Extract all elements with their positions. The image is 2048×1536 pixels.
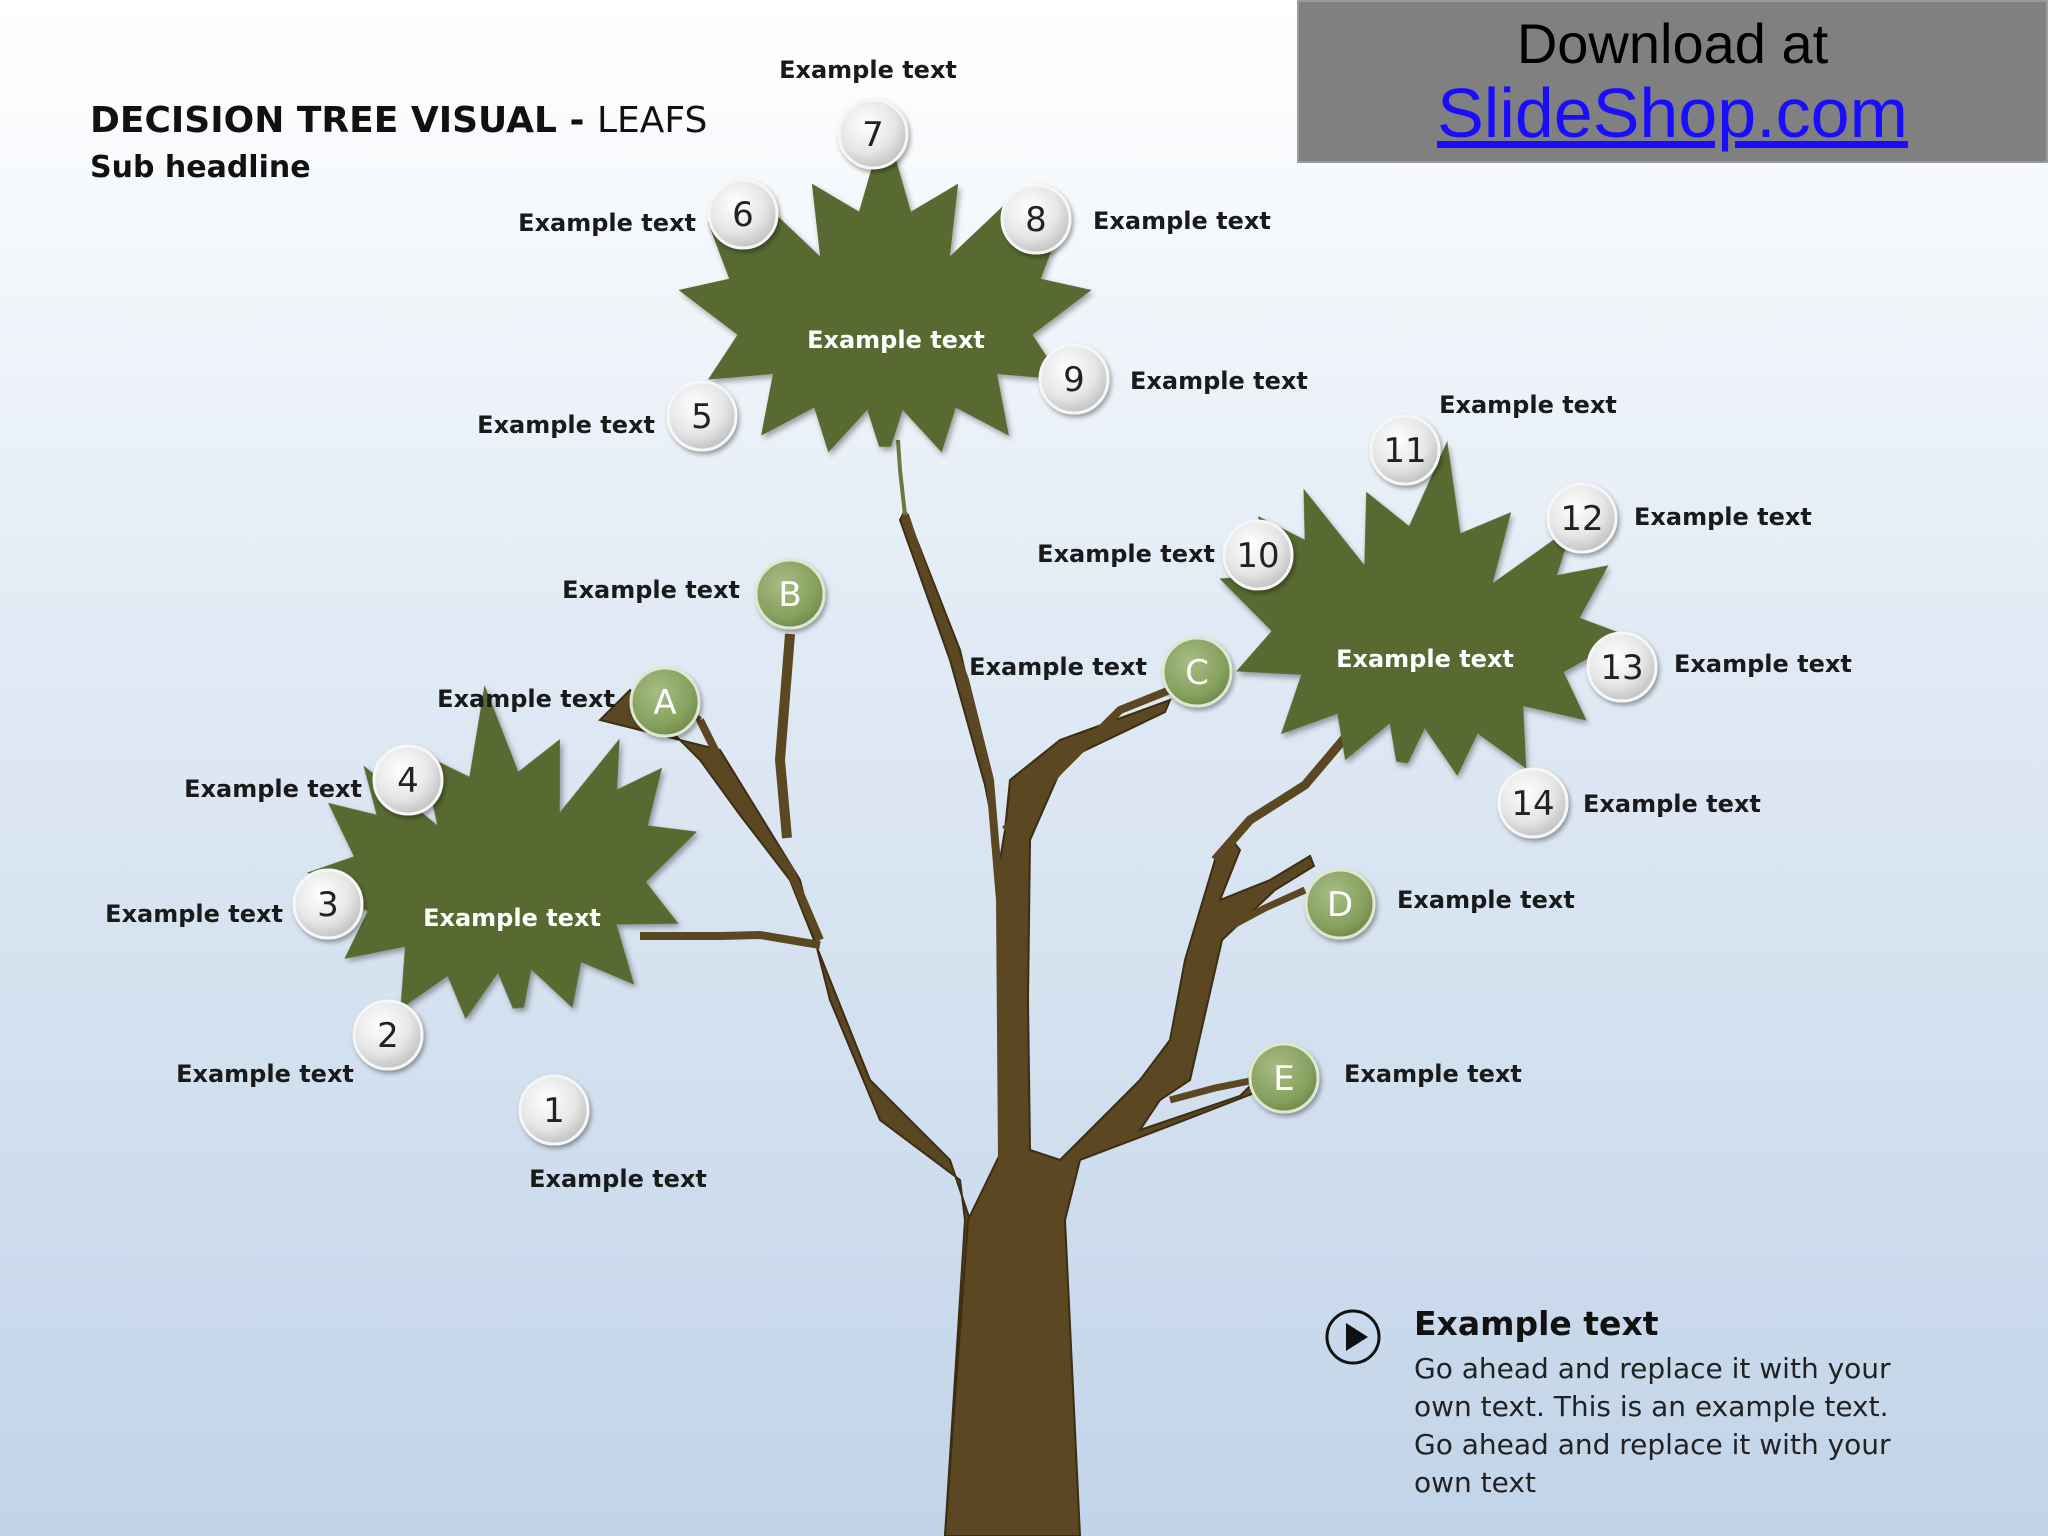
banner-text: Download at xyxy=(1516,12,1829,75)
node-number: 11 xyxy=(1383,431,1427,471)
node-label: Example text xyxy=(1093,207,1271,235)
node-number: 10 xyxy=(1236,536,1280,576)
node-label: Example text xyxy=(176,1060,354,1088)
node-label: Example text xyxy=(1397,886,1575,914)
numbered-node-9 xyxy=(1040,345,1308,413)
numbered-node-7 xyxy=(779,56,957,168)
note-heading: Example text xyxy=(1414,1304,1659,1343)
branch-node-d xyxy=(1306,870,1575,938)
numbered-node-13 xyxy=(1588,633,1852,701)
node-label: Example text xyxy=(1674,650,1852,678)
node-label: Example text xyxy=(105,900,283,928)
page-title-bold: DECISION TREE VISUAL - xyxy=(90,100,597,141)
node-number: 7 xyxy=(862,115,884,155)
download-banner xyxy=(1297,0,2048,163)
node-number: 8 xyxy=(1025,200,1047,240)
numbered-node-14 xyxy=(1499,769,1761,837)
node-letter: A xyxy=(653,683,677,723)
node-number: 6 xyxy=(732,195,754,235)
leaf-right-label: Example text xyxy=(1336,645,1514,673)
numbered-node-8 xyxy=(1002,185,1271,253)
node-label: Example text xyxy=(184,775,362,803)
node-number: 12 xyxy=(1560,499,1604,539)
numbered-node-11 xyxy=(1371,391,1617,484)
node-label: Example text xyxy=(1037,540,1215,568)
node-number: 14 xyxy=(1511,784,1555,824)
numbered-node-12 xyxy=(1548,484,1812,552)
node-label: Example text xyxy=(437,685,615,713)
leaf-top-label: Example text xyxy=(807,326,985,354)
page-title-light: LEAFS xyxy=(597,100,708,141)
numbered-node-10 xyxy=(1037,521,1292,589)
play-icon[interactable] xyxy=(1324,1308,1382,1366)
node-label: Example text xyxy=(477,411,655,439)
page-title xyxy=(90,100,707,141)
node-number: 3 xyxy=(317,885,339,925)
note-body: Go ahead and replace it with your own text. This is an example text. Go ahead and replace it with your own text xyxy=(1414,1352,1891,1499)
slideshop-link[interactable]: SlideShop.com xyxy=(1437,74,1908,152)
node-label: Example text xyxy=(1634,503,1812,531)
numbered-node-4 xyxy=(184,746,442,814)
node-number: 1 xyxy=(543,1091,565,1131)
leaf-left-label: Example text xyxy=(423,904,601,932)
numbered-node-1 xyxy=(520,1076,707,1193)
node-number: 13 xyxy=(1600,648,1644,688)
leaf-top xyxy=(679,122,1092,452)
numbered-node-6 xyxy=(518,180,777,248)
node-label: Example text xyxy=(969,653,1147,681)
numbered-node-3 xyxy=(105,870,362,938)
branch-node-e xyxy=(1250,1044,1522,1112)
node-letter: C xyxy=(1185,653,1209,693)
node-label: Example text xyxy=(529,1165,707,1193)
node-label: Example text xyxy=(1130,367,1308,395)
node-letter: E xyxy=(1273,1059,1295,1099)
node-label: Example text xyxy=(518,209,696,237)
node-letter: D xyxy=(1326,885,1354,925)
branch-node-b xyxy=(562,560,824,628)
node-label: Example text xyxy=(779,56,957,84)
node-number: 9 xyxy=(1063,360,1085,400)
branch-node-c xyxy=(969,638,1231,706)
numbered-node-5 xyxy=(477,382,736,450)
page-subtitle: Sub headline xyxy=(90,150,311,185)
node-label: Example text xyxy=(1439,391,1617,419)
node-label: Example text xyxy=(1344,1060,1522,1088)
node-number: 4 xyxy=(397,761,419,801)
node-number: 5 xyxy=(691,397,713,437)
numbered-node-2 xyxy=(176,1001,422,1088)
node-letter: B xyxy=(778,575,802,615)
node-number: 2 xyxy=(377,1016,399,1056)
branch-node-a xyxy=(437,668,699,736)
node-label: Example text xyxy=(562,576,740,604)
node-label: Example text xyxy=(1583,790,1761,818)
